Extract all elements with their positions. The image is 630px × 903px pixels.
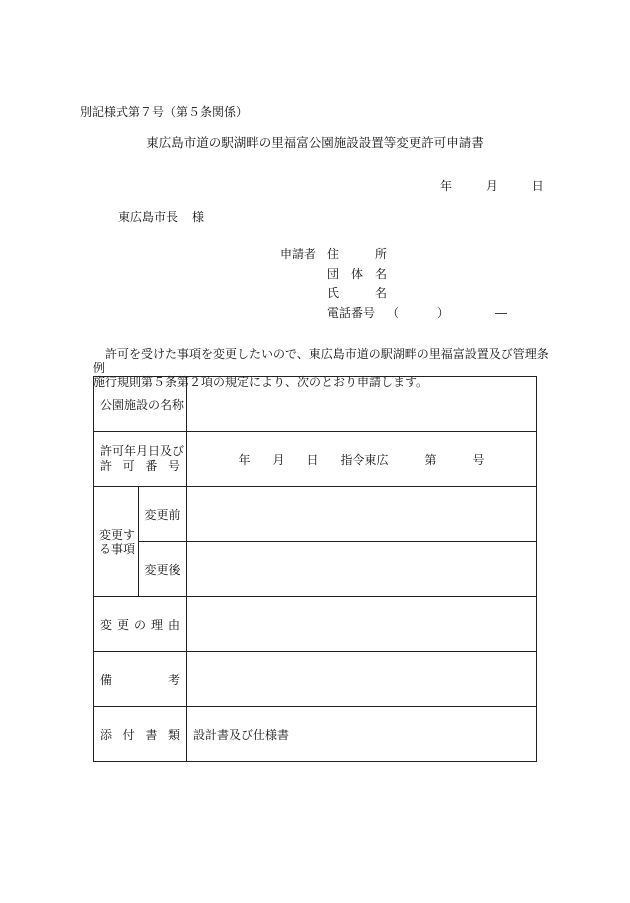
table-row-attachments — [94, 707, 537, 762]
permit-label-line-1: 許可年月日及び — [100, 444, 185, 458]
date-month-label: 月 — [485, 179, 498, 193]
applicant-tel-label: 電話番号 — [327, 306, 376, 320]
reason-label-cell — [94, 597, 187, 652]
recipient-name: 東広島市長 — [118, 210, 179, 224]
facility-name-value-field[interactable] — [187, 377, 537, 432]
tel-paren-open: （ — [387, 306, 400, 320]
after-label-cell — [139, 542, 187, 597]
application-table — [93, 376, 537, 762]
permit-label-cell — [94, 432, 187, 487]
reason-label: 変更の理由 — [100, 617, 180, 632]
table-row-change-before — [94, 487, 537, 542]
applicant-address-label: 住 所 — [327, 247, 387, 261]
tel-dash: ― — [495, 306, 508, 320]
change-items-label-cell — [94, 487, 139, 597]
recipient-honorific: 様 — [192, 210, 205, 224]
permit-code-label: 指令東広 — [340, 452, 389, 467]
attachments-value: 設計書及び仕様書 — [193, 727, 290, 742]
before-label: 変更前 — [144, 507, 181, 522]
before-label-cell — [139, 487, 187, 542]
intro-line-1: 許可を受けた事項を変更したいので、東広島市道の駅湖畔の里福富設置及び管理条例 — [93, 347, 549, 375]
applicant-name-label: 氏 名 — [327, 286, 387, 300]
change-items-label-line-1: 変更す — [99, 527, 136, 542]
applicant-group-label: 団体名 — [327, 267, 387, 281]
facility-name-label-cell — [94, 377, 187, 432]
table-row-facility-name — [94, 377, 537, 432]
permit-label-line-2: 許可番号 — [100, 459, 180, 473]
applicant-tel-row — [327, 305, 507, 321]
tel-paren-close: ） — [437, 306, 450, 320]
permit-go-label: 号 — [472, 452, 485, 467]
applicant-name-row — [327, 285, 387, 301]
facility-name-label: 公園施設の名称 — [100, 397, 185, 412]
date-year-label: 年 — [440, 179, 453, 193]
permit-value-field[interactable] — [187, 432, 537, 487]
applicant-label: 申請者 — [280, 247, 317, 261]
applicant-address-row — [327, 246, 387, 262]
change-items-label-line-2: る事項 — [99, 541, 136, 556]
permit-day-label: 日 — [306, 452, 319, 467]
attachments-label: 添付書類 — [100, 727, 180, 742]
after-label: 変更後 — [144, 562, 181, 577]
remarks-value-field[interactable] — [187, 652, 537, 707]
remarks-label-cell — [94, 652, 187, 707]
attachments-value-field[interactable] — [187, 707, 537, 762]
permit-dai-label: 第 — [424, 452, 437, 467]
permit-month-label: 月 — [272, 452, 285, 467]
date-line — [440, 178, 544, 194]
remarks-label: 備考 — [100, 672, 180, 687]
form-number: 別記様式第７号（第５条関係） — [80, 105, 249, 119]
table-row-reason — [94, 597, 537, 652]
reason-value-field[interactable] — [187, 597, 537, 652]
after-value-field[interactable] — [187, 542, 537, 597]
date-day-label: 日 — [531, 179, 544, 193]
intro-line-2: 施行規則第５条第２項の規定により、次のとおり申請します。 — [93, 375, 429, 389]
before-value-field[interactable] — [187, 487, 537, 542]
applicant-group-row — [327, 266, 387, 282]
table-row-permit — [94, 432, 537, 487]
permit-year-label: 年 — [238, 452, 251, 467]
table-row-change-after — [94, 542, 537, 597]
attachments-label-cell — [94, 707, 187, 762]
table-row-remarks — [94, 652, 537, 707]
recipient — [118, 209, 204, 225]
document-title: 東広島市道の駅湖畔の里福富公園施設設置等変更許可申請書 — [146, 135, 484, 150]
